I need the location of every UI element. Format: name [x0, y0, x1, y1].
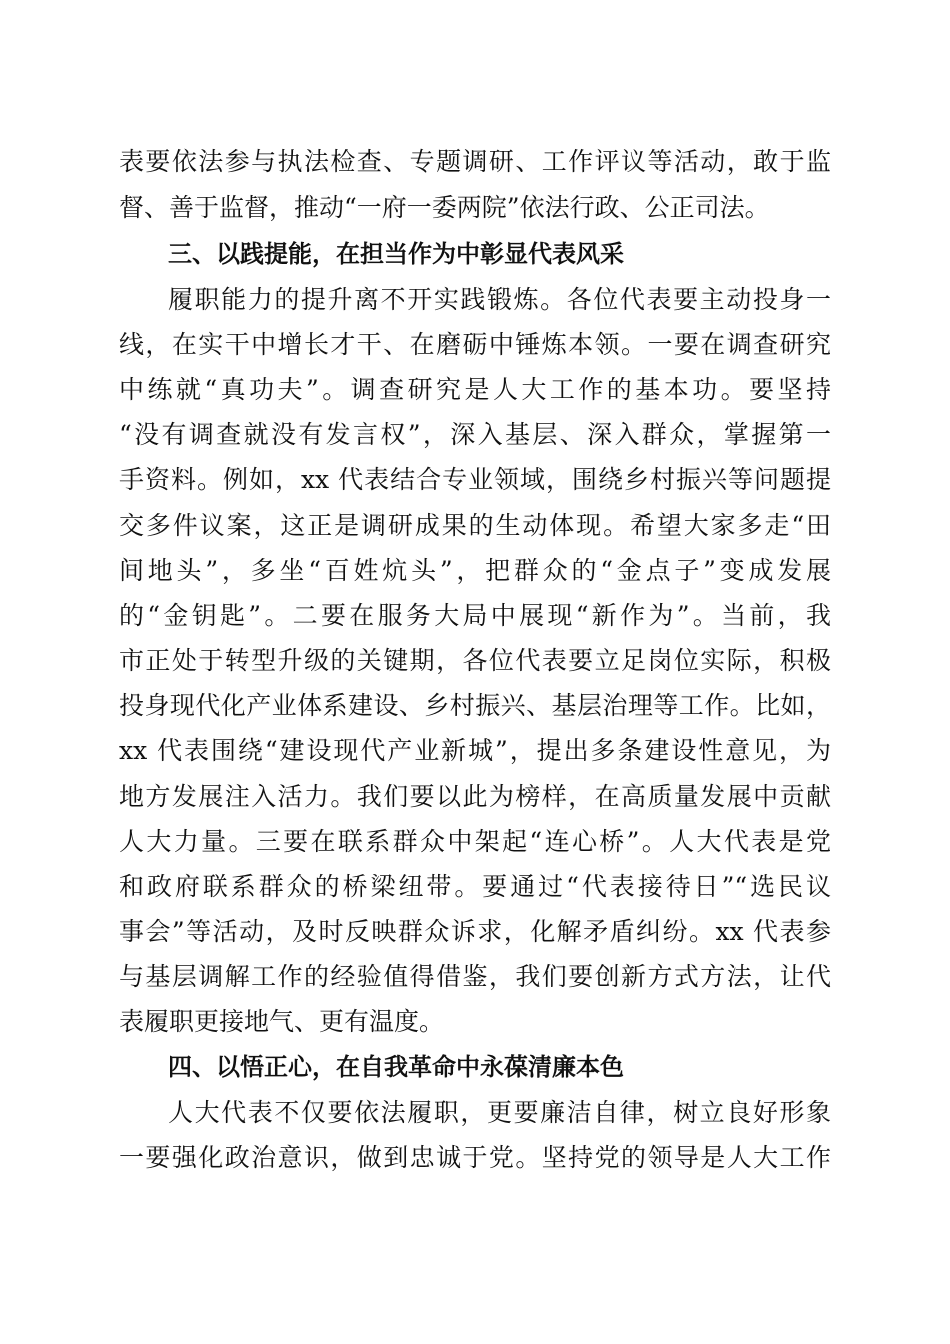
- paragraph-line: 和政府联系群众的桥梁纽带。要通过“代表接待日”“选民议: [119, 872, 831, 901]
- paragraph-line: 督、善于监督，推动“一府一委两院”依法行政、公正司法。: [119, 193, 770, 222]
- paragraph-line: 与基层调解工作的经验值得借鉴，我们要创新方式方法，让代: [119, 962, 831, 991]
- paragraph-line: 人大力量。三要在联系群众中架起“连心桥”。人大代表是党: [119, 827, 831, 856]
- paragraph-line: 一要强化政治意识，做到忠诚于党。坚持党的领导是人大工作: [119, 1143, 831, 1172]
- paragraph-line: 间地头”，多坐“百姓炕头”，把群众的“金点子”变成发展: [119, 556, 831, 585]
- paragraph-line: 表履职更接地气、更有温度。: [119, 1007, 445, 1036]
- paragraph-line: 事会”等活动，及时反映群众诉求，化解矛盾纠纷。xx 代表参: [119, 917, 831, 946]
- paragraph-line: 的“金钥匙”。二要在服务大局中展现“新作为”。当前，我: [119, 601, 831, 630]
- paragraph-line: “没有调查就没有发言权”，深入基层、深入群众，掌握第一: [119, 420, 831, 449]
- paragraph-line: 投身现代化产业体系建设、乡村振兴、基层治理等工作。比如，: [119, 691, 831, 720]
- paragraph-line: 交多件议案，这正是调研成果的生动体现。希望大家多走“田: [119, 511, 831, 540]
- paragraph-line: 人大代表不仅要依法履职，更要廉洁自律，树立良好形象: [168, 1098, 831, 1127]
- paragraph-line: 履职能力的提升离不开实践锻炼。各位代表要主动投身一: [168, 285, 831, 314]
- paragraph-line: 地方发展注入活力。我们要以此为榜样，在高质量发展中贡献: [119, 782, 831, 811]
- paragraph-line: 市正处于转型升级的关键期，各位代表要立足岗位实际，积极: [119, 646, 831, 675]
- paragraph-line: xx 代表围绕“建设现代产业新城”，提出多条建设性意见，为: [119, 736, 831, 765]
- section-heading-3: 三、以践提能，在担当作为中彰显代表风采: [168, 240, 624, 268]
- paragraph-line: 表要依法参与执法检查、专题调研、工作评议等活动，敢于监: [119, 147, 831, 176]
- paragraph-line: 线，在实干中增长才干、在磨砺中锤炼本领。一要在调查研究: [119, 330, 831, 359]
- section-heading-4: 四、以悟正心，在自我革命中永葆清廉本色: [168, 1053, 624, 1081]
- paragraph-line: 手资料。例如，xx 代表结合专业领域，围绕乡村振兴等问题提: [119, 465, 831, 494]
- paragraph-line: 中练就“真功夫”。调查研究是人大工作的基本功。要坚持: [119, 375, 831, 404]
